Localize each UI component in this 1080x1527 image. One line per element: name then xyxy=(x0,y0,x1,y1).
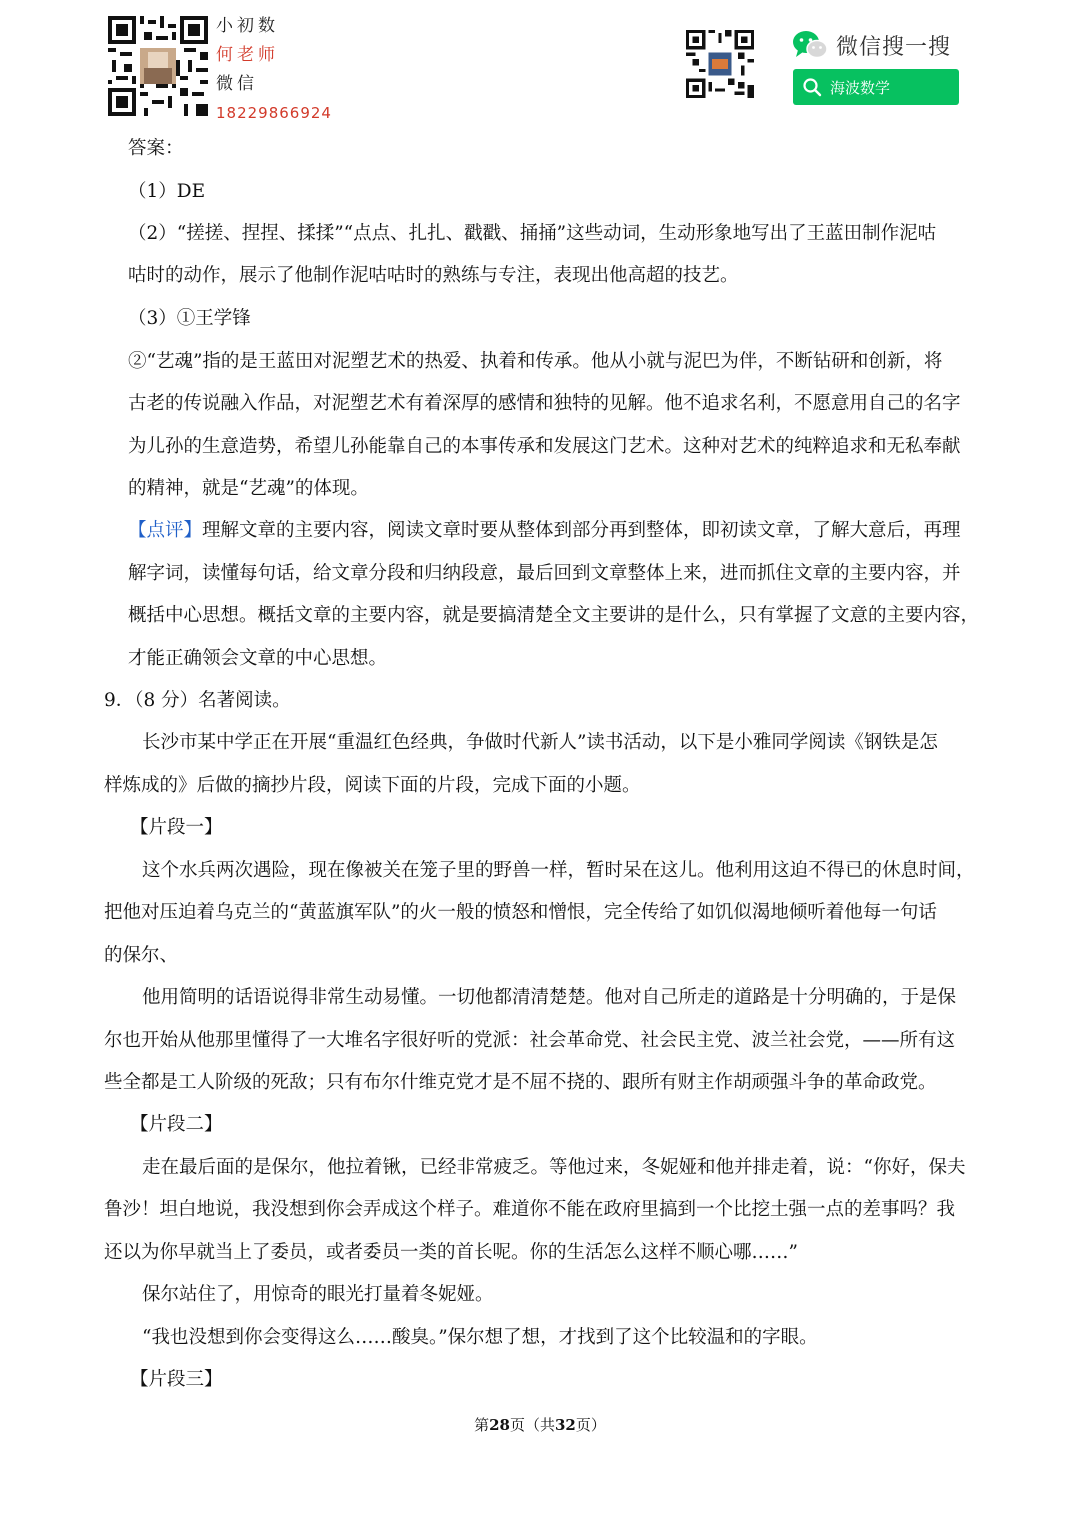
page-number: 28 xyxy=(489,1416,510,1434)
segment-1-line: 的保尔、 xyxy=(104,945,179,966)
answer-3b-line: 古老的传说融入作品，对泥塑艺术有着深厚的感情和独特的见解。他不追求名利，不愿意用自己的名字 xyxy=(128,393,961,414)
comment-text: 理解文章的主要内容，阅读文章时要从整体到部分再到整体，即初读文章，了解大意后，再理 xyxy=(202,520,961,541)
footer-text: 页） xyxy=(575,1416,606,1434)
answer-2-line: 咕时的动作，展示了他制作泥咕咕时的熟练与专注，表现出他高超的技艺。 xyxy=(128,265,739,286)
wechat-search-brand xyxy=(792,28,951,62)
segment-2-line: “我也没想到你会变得这么……酸臭。”保尔想了想，才找到了这个比较温和的字眼。 xyxy=(142,1327,818,1348)
segment-1-line: 些全都是工人阶级的死敌；只有布尔什维克党才是不屈不挠的、跟所有财主作胡顽强斗争的革命政党。 xyxy=(104,1072,937,1093)
qr-code-wechat xyxy=(686,30,754,98)
segment-1-line: 尔也开始从他那里懂得了一大堆名字很好听的党派：社会革命党、社会民主党、波兰社会党，——所有这 xyxy=(104,1030,956,1051)
answer-2-line: （2）“搓搓、捏捏、揉揉”“点点、扎扎、戳戳、捅捅”这些动词，生动形象地写出了王蓝田制作泥咕 xyxy=(128,223,937,244)
answer-label: 答案： xyxy=(128,138,184,159)
segment-2-heading: 【片段二】 xyxy=(130,1114,223,1135)
qr-code-contact xyxy=(108,16,208,116)
page-header xyxy=(0,0,1080,130)
wechat-search-title: 微信搜一搜 xyxy=(836,34,952,60)
page-total: 32 xyxy=(555,1416,576,1434)
intro-line: 长沙市某中学正在开展“重温红色经典，争做时代新人”读书活动，以下是小雅同学阅读《钢铁是怎 xyxy=(142,732,938,753)
segment-1-line: 他用简明的话语说得非常生动易懂。一切他都清清楚楚。他对自己所走的道路是十分明确的，于是保 xyxy=(142,987,957,1008)
comment-line: 概括中心思想。概括文章的主要内容，就是要搞清楚全文主要讲的是什么，只有掌握了文意的主要内容， xyxy=(128,605,980,626)
segment-2-line: 还以为你早就当上了委员，或者委员一类的首长呢。你的生活怎么这样不顺心哪……” xyxy=(104,1242,798,1263)
comment-line: 解字词，读懂每句话，给文章分段和归纳段意，最后回到文章整体上来，进而抓住文章的主要内容，并 xyxy=(128,563,961,584)
wechat-search-button[interactable] xyxy=(793,69,959,105)
segment-2-line: 鲁沙！坦白地说，我没想到你会弄成这个样子。难道你不能在政府里搞到一个比挖土强一点的差事吗？我 xyxy=(104,1199,956,1220)
contact-info xyxy=(216,12,332,128)
contact-phone: 18229866924 xyxy=(216,104,332,122)
segment-2-line: 走在最后面的是保尔，他拉着锹，已经非常疲乏。等他过来，冬妮娅和他并排走着，说：“你好，保夫 xyxy=(142,1157,966,1178)
answer-1: （1）DE xyxy=(128,181,206,202)
contact-line: 何老师 xyxy=(216,45,279,65)
answer-3b-line: 为儿孙的生意造势，希望儿孙能靠自己的本事传承和发展这门艺术。这种对艺术的纯粹追求和无私奉献 xyxy=(128,436,961,457)
contact-line: 微信 xyxy=(216,74,258,94)
contact-line: 小初数 xyxy=(216,16,279,36)
question-9-title: 9．（8 分）名著阅读。 xyxy=(104,690,291,711)
wechat-search-term: 海波数学 xyxy=(830,78,891,97)
segment-1-line: 这个水兵两次遇险，现在像被关在笼子里的野兽一样，暂时呆在这儿。他利用这迫不得已的休息时间， xyxy=(142,860,975,881)
answer-3b-line: ②“艺魂”指的是王蓝田对泥塑艺术的热爱、执着和传承。他从小就与泥巴为伴，不断钻研和创新，将 xyxy=(128,351,943,372)
page-footer xyxy=(0,1414,1080,1435)
footer-text: 页（共 xyxy=(509,1416,555,1434)
comment-tag: 【点评】 xyxy=(128,520,203,541)
segment-2-line: 保尔站住了，用惊奇的眼光打量着冬妮娅。 xyxy=(142,1284,494,1305)
segment-1-heading: 【片段一】 xyxy=(130,817,223,838)
intro-line: 样炼成的》后做的摘抄片段，阅读下面的片段，完成下面的小题。 xyxy=(104,775,641,796)
comment-line: 才能正确领会文章的中心思想。 xyxy=(128,648,388,669)
answer-3: （3）①王学锋 xyxy=(128,308,251,329)
wechat-logo-icon xyxy=(792,30,828,60)
segment-1-line: 把他对压迫着乌克兰的“黄蓝旗军队”的火一般的愤怒和憎恨，完全传给了如饥似渴地倾听着他每一句话 xyxy=(104,902,937,923)
search-icon xyxy=(802,77,822,97)
answer-3b-line: 的精神，就是“艺魂”的体现。 xyxy=(128,478,369,499)
segment-3-heading: 【片段三】 xyxy=(130,1369,223,1390)
footer-text: 第 xyxy=(474,1416,490,1434)
comment-line xyxy=(128,519,961,543)
